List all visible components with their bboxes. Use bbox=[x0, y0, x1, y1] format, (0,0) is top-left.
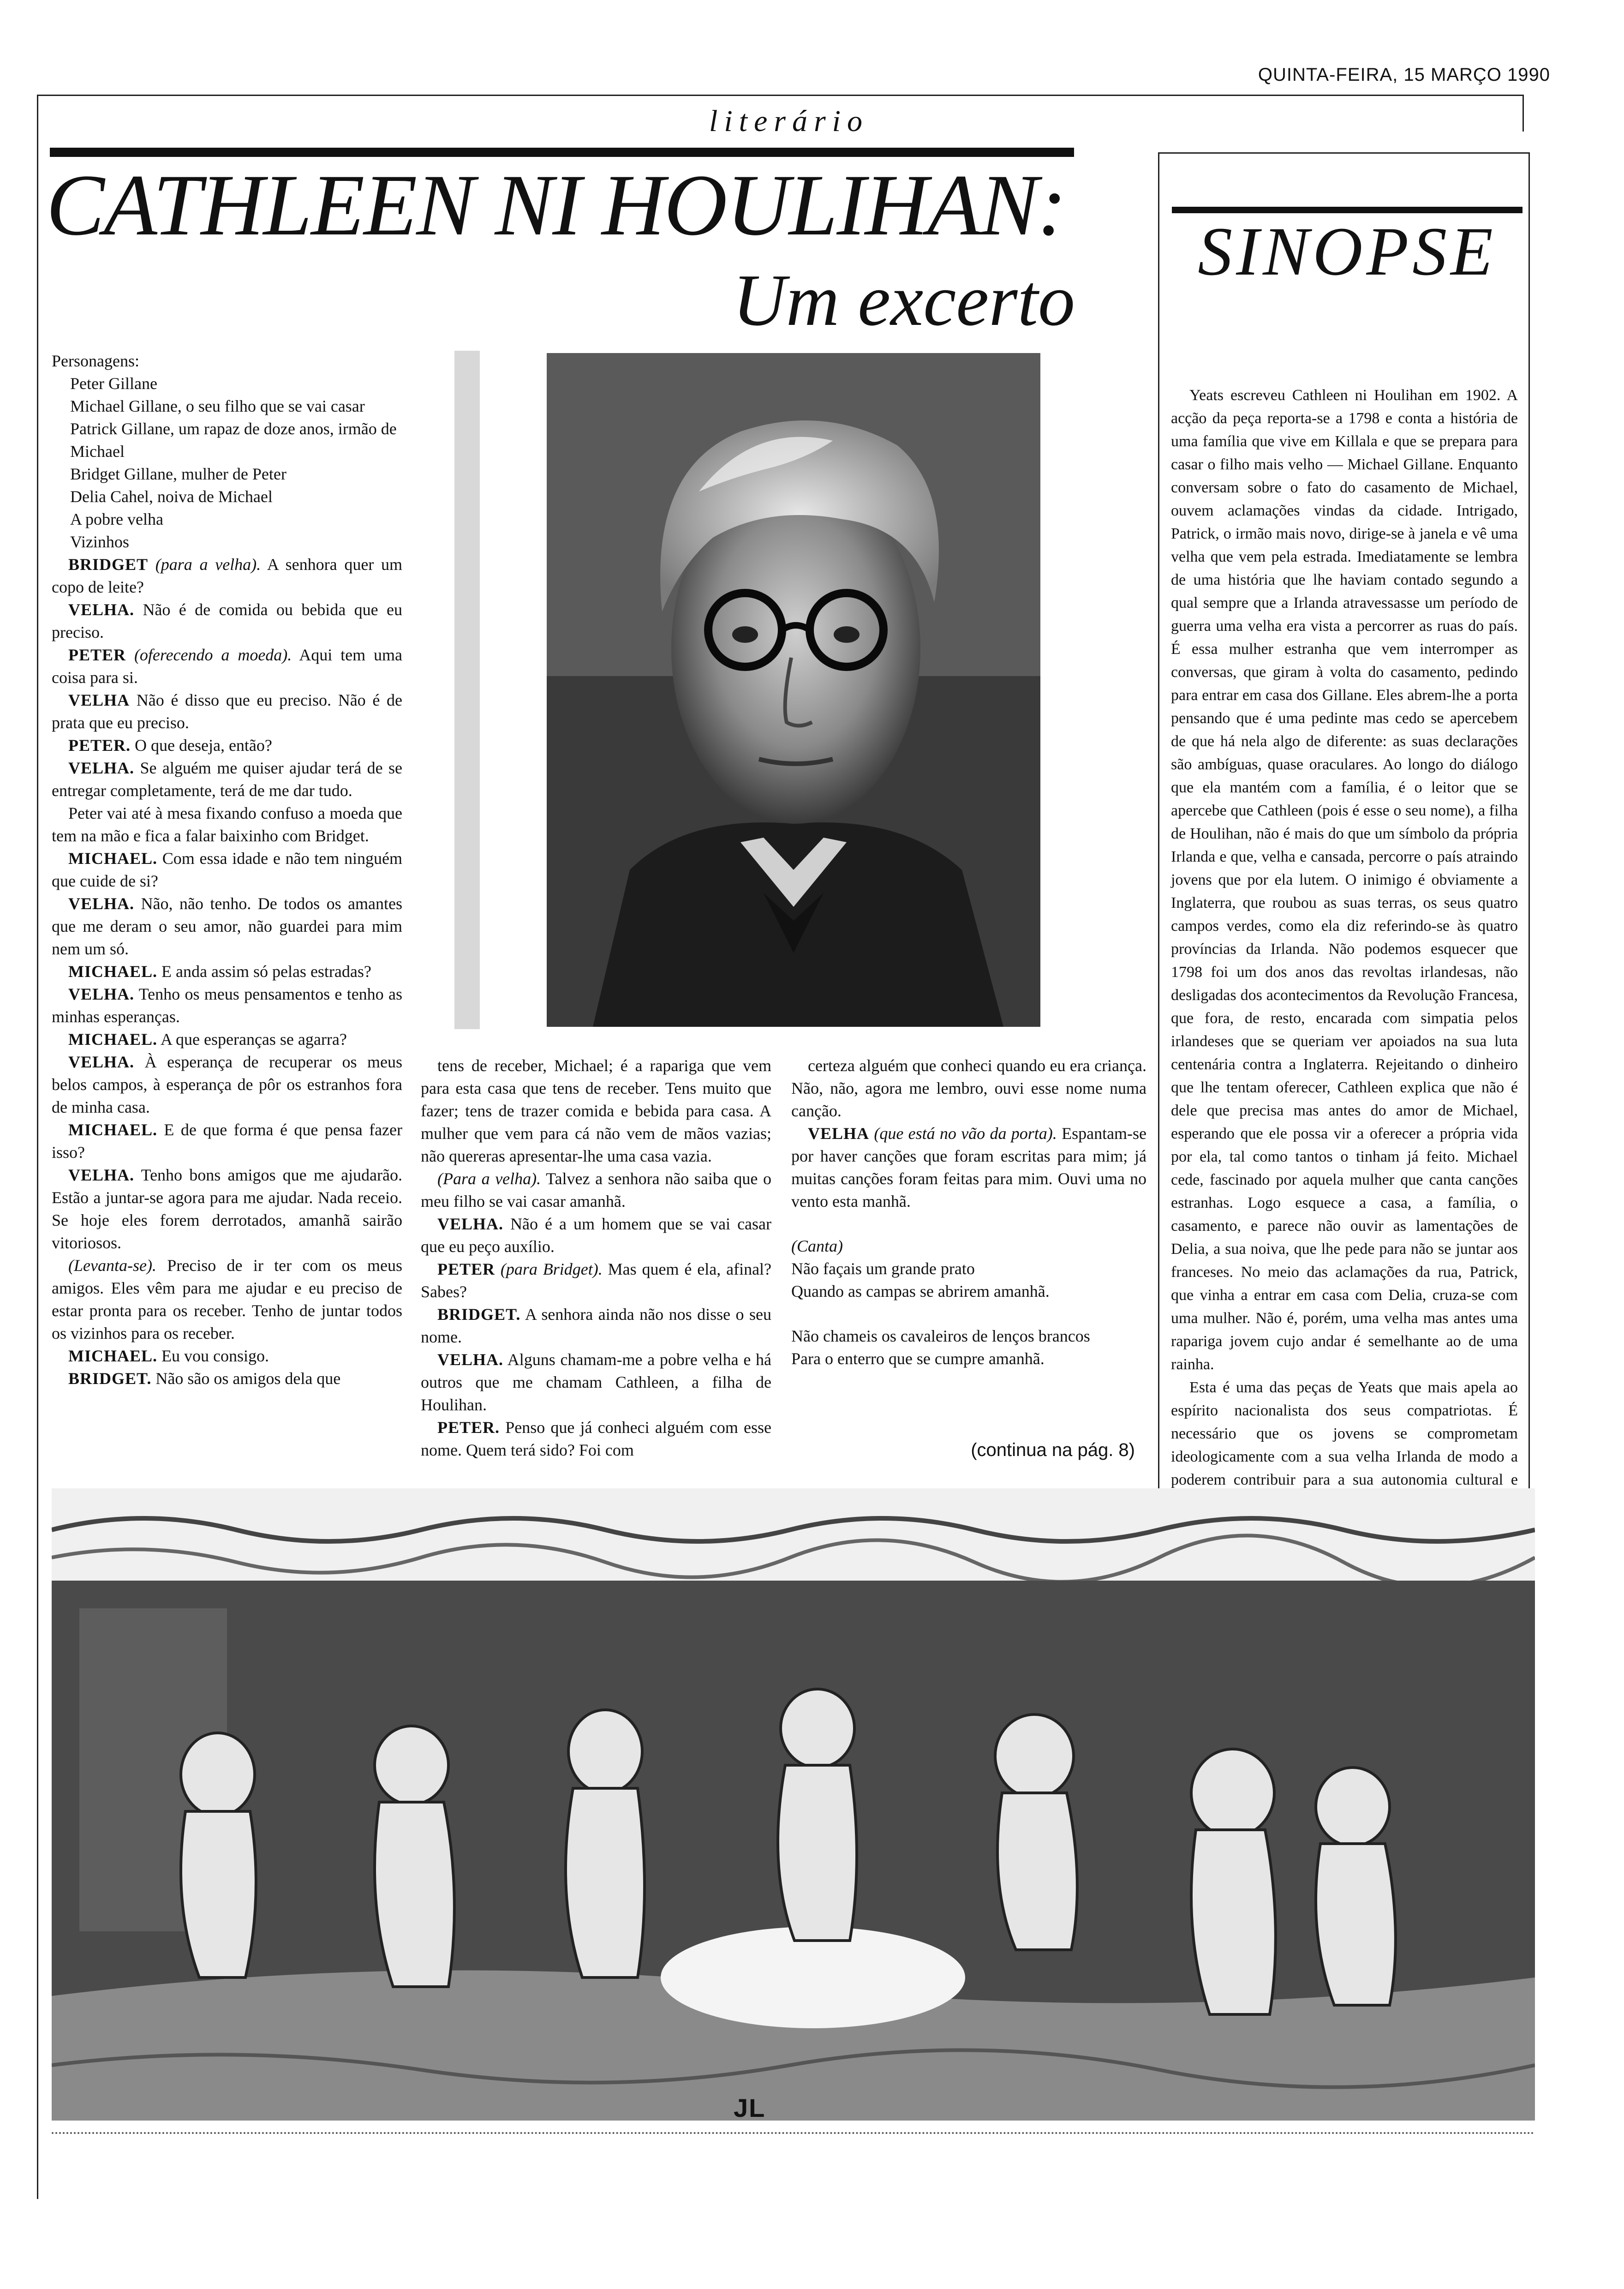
footer-logo: JL bbox=[734, 2093, 766, 2122]
dialogue-text: Penso que já conheci alguém com esse nome. Quem terá sido? Foi com bbox=[421, 1418, 772, 1459]
dialogue-line bbox=[52, 599, 402, 644]
speaker-name: PETER bbox=[68, 646, 126, 664]
dialogue-line bbox=[52, 1051, 402, 1119]
cast-item: Peter Gillane bbox=[70, 374, 157, 393]
speaker-name: VELHA. bbox=[437, 1215, 504, 1233]
speaker-name: MICHAEL. bbox=[68, 1030, 158, 1049]
dialogue-text: tens de receber, Michael; é a rapariga que vem para esta casa que tens de receber. Tens muito que fazer; tens de trazer comida e bebida para casa. A mulher que vem para cá não vem de mãos vazias; não quereras apresentar-lhe uma casa vazia. bbox=[421, 1056, 771, 1165]
dialogue-line bbox=[52, 1028, 402, 1051]
dialogue-line bbox=[791, 1055, 1146, 1122]
speaker-name: MICHAEL. bbox=[68, 849, 158, 868]
portrait-side-bar bbox=[454, 351, 480, 1029]
dialogue-line bbox=[421, 1348, 771, 1416]
article-column-1 bbox=[52, 350, 402, 1390]
stage-direction: (para Bridget). bbox=[500, 1260, 603, 1278]
dancing-children-illustration bbox=[52, 1488, 1535, 2121]
cast-list bbox=[52, 372, 402, 553]
dialogue-text: Com essa idade e não tem ninguém que cuide de si? bbox=[52, 849, 403, 890]
speaker-name: VELHA. bbox=[68, 894, 135, 913]
dialogue-text: A senhora ainda não nos disse o seu nome. bbox=[421, 1305, 772, 1346]
dialogue-line bbox=[52, 960, 402, 983]
dialogue-text: Talvez a senhora não saiba que o meu filho se vai casar amanhã. bbox=[421, 1169, 771, 1210]
speaker-name: MICHAEL. bbox=[68, 962, 158, 981]
speaker-name: VELHA. bbox=[437, 1350, 504, 1369]
dialogue-col3 bbox=[791, 1055, 1146, 1213]
dialogue-text: Espantam-se por haver canções que foram escritas para mim; já muitas canções foram feitas para mim. Ouvi uma no vento esta manhã. bbox=[791, 1124, 1147, 1210]
dialogue-line bbox=[421, 1416, 771, 1462]
page-date: QUINTA-FEIRA, 15 MARÇO 1990 bbox=[1258, 65, 1550, 85]
dialogue-text: E de que forma é que pensa fazer isso? bbox=[52, 1121, 402, 1162]
cast-item: Delia Cahel, noiva de Michael bbox=[70, 487, 273, 506]
dialogue-line bbox=[52, 1367, 402, 1390]
song-line: Não façais um grande prato bbox=[791, 1259, 975, 1278]
dialogue-text: E anda assim só pelas estradas? bbox=[161, 962, 371, 981]
cast-item: Michael Gillane, o seu filho que se vai casar bbox=[70, 397, 365, 415]
speaker-name: MICHAEL. bbox=[68, 1121, 158, 1139]
dialogue-text: Tenho os meus pensamentos e tenho as minhas esperanças. bbox=[52, 985, 402, 1026]
cast-heading: Personagens: bbox=[52, 352, 139, 370]
dialogue-text: A que esperanças se agarra? bbox=[161, 1030, 347, 1049]
dialogue-text: Não é de comida ou bebida que eu preciso. bbox=[52, 600, 403, 641]
dialogue-line bbox=[791, 1122, 1146, 1213]
dialogue-line bbox=[52, 1119, 402, 1164]
stage-direction: (Levanta-se). bbox=[68, 1256, 156, 1275]
dialogue-col1 bbox=[52, 553, 402, 1390]
dialogue-text: Não é a um homem que se vai casar que eu peço auxílio. bbox=[421, 1215, 772, 1256]
speaker-name: VELHA. bbox=[68, 1053, 135, 1071]
dialogue-line bbox=[52, 893, 402, 960]
dialogue-text: Aqui tem uma coisa para si. bbox=[52, 646, 402, 687]
dialogue-line bbox=[52, 689, 402, 734]
sinopse-paragraph: Yeats escreveu Cathleen ni Houlihan em 1902. A acção da peça reporta-se a 1798 e conta a história de uma família que vive em Killala e que se prepara para casar o filho mais velho — Michael Gillane. Enquanto conversam sobre o fato do casamento de Michael, ouvem aclamações vindas da cidade. Intrigado, Patrick, o irmão mais novo, dirige-se à janela e vê uma velha que vem pela estrada. Imediatamente se lembra de uma história que lhe haviam contado segundo a qual sempre que a Irlanda atravessasse um período de guerra uma velha era vista a percorrer as ruas do país. É essa mulher estranha que vem interromper as conversas, que giram à volta do casamento, pedindo para entrar em casa dos Gillane. Eles abrem-lhe a porta pensando que é uma pedinte mas cedo se apercebem de que há nela algo de diferente: as suas declarações são ambíguas, quase oraculares. Ao longo do diálogo que ela mantém com a família, é o leitor que se apercebe que Cathleen (pois é esse o seu nome), a filha de Houlihan, não é mais do que um símbolo da própria Irlanda e que, velha e cansada, percorre o país atraindo jovens que por ela lutem. O inimigo é obviamente a Inglaterra, que roubou as suas terras, os seus quatro campos verdes, como ela diz referindo-se às quatro províncias da Irlanda. Não podemos esquecer que 1798 foi um dos anos das revoltas irlandesas, não desligadas dos acontecimentos da Revolução Francesa, que fora, de resto, encarada com simpatia pelos irlandeses que se queriam ver apoiados na sua luta centenária contra a Inglaterra. Rejeitando o dinheiro que lhe tentam oferecer, Cathleen explica que não é dele que precisa mas antes do amor de Michael, esperando que ele possa vir a oferecer a própria vida por ela, tal como tantos o tinham já feito. Michael cede, fascinado por aquela mulher que canta canções estranhas. Logo esquece a casa, a família, o casamento, e parece não ouvir as lamentações de Delia, a sua noiva, que lhe pede para não se juntar aos franceses. No meio das aclamações da rua, Patrick, que vinha a entrar em casa com Delia, cruza-se com uma mulher. Não é, porém, uma velha mas antes uma rapariga jovem cujo andar é semelhante ao de uma rainha. bbox=[1171, 387, 1518, 1373]
speaker-name: BRIDGET. bbox=[68, 1369, 152, 1388]
page-frame-right bbox=[1522, 95, 1524, 132]
dialogue-line bbox=[421, 1303, 771, 1348]
dialogue-line bbox=[52, 847, 402, 893]
speaker-name: PETER. bbox=[437, 1418, 500, 1437]
speaker-name: VELHA. bbox=[68, 1166, 135, 1184]
dialogue-line bbox=[421, 1213, 771, 1258]
dialogue-text: Se alguém me quiser ajudar terá de se entregar completamente, terá de me dar tudo. bbox=[52, 759, 403, 800]
dialogue-text: Alguns chamam-me a pobre velha e há outros que me chamam Cathleen, a filha de Houlihan. bbox=[421, 1350, 772, 1414]
sinopse-rule bbox=[1172, 207, 1522, 213]
dialogue-text: Não, não tenho. De todos os amantes que me deram o seu amor, não guardei para mim nem um só. bbox=[52, 894, 403, 958]
section-label: literário bbox=[709, 104, 869, 138]
article-subtitle: Um excerto bbox=[733, 259, 1075, 341]
yeats-portrait-photo bbox=[547, 353, 1040, 1027]
speaker-name: PETER bbox=[437, 1260, 496, 1278]
continued-note: (continua na pág. 8) bbox=[971, 1440, 1135, 1460]
speaker-name: VELHA bbox=[68, 691, 130, 709]
song-label: (Canta) bbox=[791, 1237, 843, 1255]
speaker-name: BRIDGET bbox=[68, 555, 149, 574]
page-frame-left bbox=[37, 95, 38, 2199]
dialogue-text: Eu vou consigo. bbox=[161, 1347, 269, 1365]
dialogue-line bbox=[52, 553, 402, 599]
stage-direction: (oferecendo a moeda). bbox=[134, 646, 292, 664]
cast-item: A pobre velha bbox=[70, 510, 163, 528]
speaker-name: VELHA. bbox=[68, 600, 135, 619]
sinopse-title: SINOPSE bbox=[1198, 213, 1497, 290]
dialogue-line bbox=[52, 757, 402, 802]
speaker-name: MICHAEL. bbox=[68, 1347, 158, 1365]
dialogue-text: Tenho bons amigos que me ajudarão. Estão a juntar-se agora para me ajudar. Nada receio. Se hoje eles forem derrotados, amanhã sairão vitoriosos. bbox=[52, 1166, 402, 1252]
cast-item: Bridget Gillane, mulher de Peter bbox=[70, 465, 287, 483]
dialogue-text: A senhora quer um copo de leite? bbox=[52, 555, 403, 596]
dialogue-line bbox=[421, 1055, 771, 1168]
song-line: Quando as campas se abrirem amanhã. bbox=[791, 1282, 1050, 1300]
dialogue-line bbox=[52, 802, 402, 847]
stage-direction: (que está no vão da porta). bbox=[874, 1124, 1057, 1143]
sinopse-text bbox=[1171, 384, 1518, 1561]
speaker-name: PETER. bbox=[68, 736, 131, 755]
cast-item: Patrick Gillane, um rapaz de doze anos, irmão de Michael bbox=[70, 419, 397, 461]
song-line: Não chameis os cavaleiros de lenços brancos bbox=[791, 1327, 1090, 1345]
speaker-name: VELHA bbox=[808, 1124, 870, 1143]
dialogue-text: À esperança de recuperar os meus belos campos, à esperança de pôr os estranhos fora de minha casa. bbox=[52, 1053, 403, 1116]
speaker-name: VELHA. bbox=[68, 985, 135, 1003]
footer-dotted-rule bbox=[52, 2132, 1535, 2134]
dialogue-text: Peter vai até à mesa fixando confuso a moeda que tem na mão e fica a falar baixinho com Bridget. bbox=[52, 804, 402, 845]
speaker-name: BRIDGET. bbox=[437, 1305, 521, 1324]
sinopse-paragraph: Esta é uma das peças de Yeats que mais apela ao espírito nacionalista dos seus compatriotas. É necessário que os jovens se comprometam ideologicamente com a sua velha Irlanda de modo a poderem contribuir para a sua autonomia cultural e bbox=[1171, 1379, 1518, 1488]
dialogue-line bbox=[52, 644, 402, 689]
dialogue-line bbox=[52, 983, 402, 1028]
article-title: CATHLEEN NI HOULIHAN: bbox=[46, 157, 1066, 254]
title-rule bbox=[50, 148, 1074, 157]
dialogue-text: Mas quem é ela, afinal? Sabes? bbox=[421, 1260, 772, 1301]
article-column-2 bbox=[421, 1055, 771, 1462]
cast-item: Vizinhos bbox=[70, 533, 129, 551]
dialogue-text: Não são os amigos dela que bbox=[155, 1369, 341, 1388]
dialogue-text: Não é disso que eu preciso. Não é de prata que eu preciso. bbox=[52, 691, 403, 732]
dialogue-line bbox=[52, 1254, 402, 1345]
dialogue-text: Preciso de ir ter com os meus amigos. Eles vêm para me ajudar e eu preciso de estar pronta para os receber. Tenho de juntar todos os vizinhos para os receber. bbox=[52, 1256, 402, 1342]
stage-direction: (para a velha). bbox=[155, 555, 261, 574]
dialogue-line bbox=[421, 1168, 771, 1213]
dialogue-line bbox=[52, 1164, 402, 1254]
dialogue-text: certeza alguém que conheci quando eu era criança. Não, não, agora me lembro, ouvi esse nome numa canção. bbox=[791, 1056, 1146, 1120]
speaker-name: VELHA. bbox=[68, 759, 135, 777]
dialogue-text: O que deseja, então? bbox=[135, 736, 272, 755]
song-line: Para o enterro que se cumpre amanhã. bbox=[791, 1349, 1045, 1368]
dialogue-line bbox=[52, 734, 402, 757]
article-column-3 bbox=[791, 1055, 1146, 1370]
stage-direction: (Para a velha). bbox=[437, 1169, 541, 1188]
dialogue-line bbox=[421, 1258, 771, 1303]
page-frame-top bbox=[37, 95, 1522, 96]
dialogue-line bbox=[52, 1345, 402, 1367]
